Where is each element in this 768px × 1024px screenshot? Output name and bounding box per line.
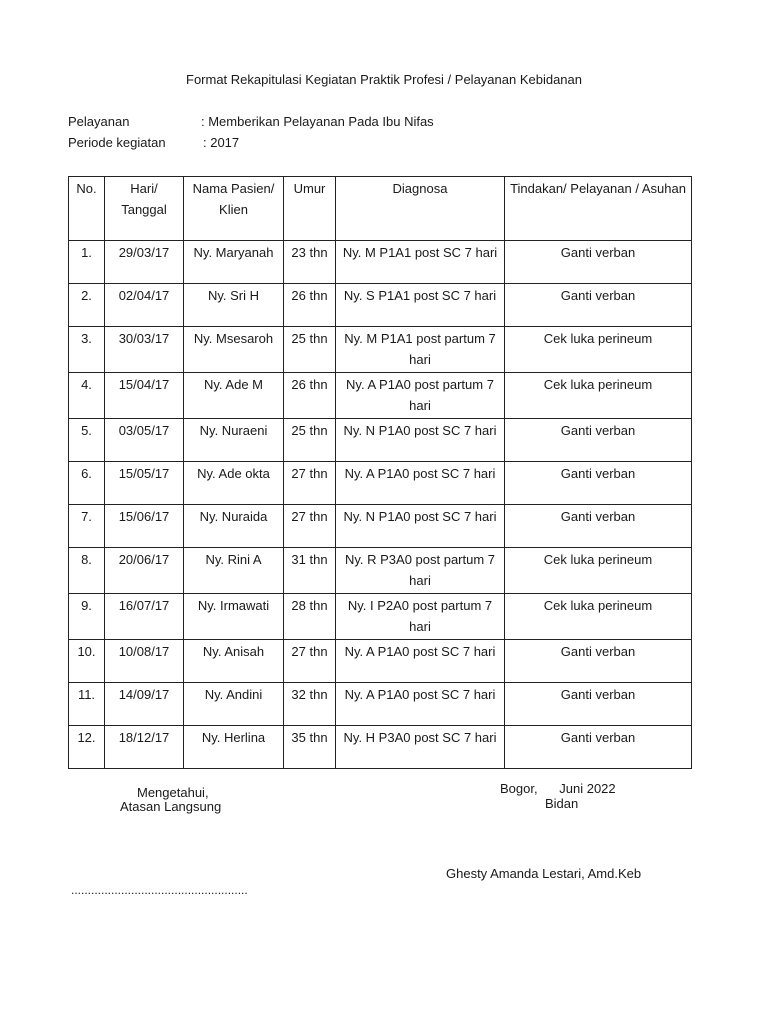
cell-diagnosa: Ny. A P1A0 post SC 7 hari	[336, 462, 505, 505]
cell-tanggal: 03/05/17	[105, 419, 184, 462]
role-label: Bidan	[545, 796, 579, 811]
cell-tindakan: Ganti verban	[505, 505, 692, 548]
cell-nama: Ny. Herlina	[184, 726, 284, 769]
table-row	[69, 640, 692, 683]
cell-nama: Ny. Rini A	[184, 548, 284, 594]
cell-umur: 32 thn	[284, 683, 336, 726]
header-tindakan: Tindakan/ Pelayanan / Asuhan	[505, 177, 692, 241]
cell-nama: Ny. Sri H	[184, 284, 284, 327]
cell-diagnosa: Ny. A P1A0 post partum 7 hari	[336, 373, 505, 419]
cell-umur: 25 thn	[284, 327, 336, 373]
cell-nama: Ny. Msesaroh	[184, 327, 284, 373]
cell-nama: Ny. Anisah	[184, 640, 284, 683]
cell-no: 9.	[69, 594, 105, 640]
cell-umur: 26 thn	[284, 373, 336, 419]
table-header-row	[69, 177, 692, 241]
cell-tanggal: 20/06/17	[105, 548, 184, 594]
cell-umur: 31 thn	[284, 548, 336, 594]
cell-tindakan: Ganti verban	[505, 419, 692, 462]
header-diagnosa: Diagnosa	[336, 177, 505, 241]
table-row	[69, 373, 692, 419]
cell-no: 8.	[69, 548, 105, 594]
cell-tanggal: 15/04/17	[105, 373, 184, 419]
cell-no: 4.	[69, 373, 105, 419]
atasan-label: Atasan Langsung	[120, 799, 222, 814]
cell-tanggal: 15/05/17	[105, 462, 184, 505]
cell-tanggal: 10/08/17	[105, 640, 184, 683]
cell-tanggal: 14/09/17	[105, 683, 184, 726]
cell-tindakan: Ganti verban	[505, 683, 692, 726]
cell-diagnosa: Ny. H P3A0 post SC 7 hari	[336, 726, 505, 769]
table-row	[69, 594, 692, 640]
cell-umur: 25 thn	[284, 419, 336, 462]
header-nama: Nama Pasien/ Klien	[184, 177, 284, 241]
table-row	[69, 462, 692, 505]
cell-tindakan: Ganti verban	[505, 241, 692, 284]
cell-tindakan: Cek luka perineum	[505, 594, 692, 640]
cell-tanggal: 16/07/17	[105, 594, 184, 640]
cell-nama: Ny. Andini	[184, 683, 284, 726]
header-umur: Umur	[284, 177, 336, 241]
cell-no: 1.	[69, 241, 105, 284]
cell-tindakan: Ganti verban	[505, 284, 692, 327]
table-row	[69, 284, 692, 327]
periode-value: : 2017	[203, 135, 240, 150]
cell-umur: 28 thn	[284, 594, 336, 640]
pelayanan-value: : Memberikan Pelayanan Pada Ibu Nifas	[201, 114, 434, 129]
cell-no: 6.	[69, 462, 105, 505]
cell-diagnosa: Ny. N P1A0 post SC 7 hari	[336, 505, 505, 548]
cell-umur: 23 thn	[284, 241, 336, 284]
cell-diagnosa: Ny. N P1A0 post SC 7 hari	[336, 419, 505, 462]
table-row	[69, 419, 692, 462]
header-tanggal: Hari/ Tanggal	[105, 177, 184, 241]
table-row	[69, 327, 692, 373]
table-row	[69, 683, 692, 726]
cell-tindakan: Ganti verban	[505, 726, 692, 769]
cell-diagnosa: Ny. I P2A0 post partum 7 hari	[336, 594, 505, 640]
place-date: Bogor, Juni 2022	[500, 781, 616, 796]
cell-tindakan: Cek luka perineum	[505, 327, 692, 373]
cell-no: 3.	[69, 327, 105, 373]
cell-nama: Ny. Ade M	[184, 373, 284, 419]
cell-tanggal: 15/06/17	[105, 505, 184, 548]
signer-name: Ghesty Amanda Lestari, Amd.Keb	[446, 866, 642, 881]
cell-diagnosa: Ny. S P1A1 post SC 7 hari	[336, 284, 505, 327]
cell-nama: Ny. Nuraeni	[184, 419, 284, 462]
cell-tindakan: Cek luka perineum	[505, 373, 692, 419]
cell-no: 5.	[69, 419, 105, 462]
cell-tanggal: 18/12/17	[105, 726, 184, 769]
rekap-table	[68, 176, 692, 769]
cell-diagnosa: Ny. M P1A1 post SC 7 hari	[336, 241, 505, 284]
cell-umur: 27 thn	[284, 462, 336, 505]
cell-no: 2.	[69, 284, 105, 327]
cell-tanggal: 02/04/17	[105, 284, 184, 327]
header-no: No.	[69, 177, 105, 241]
cell-nama: Ny. Ade okta	[184, 462, 284, 505]
cell-diagnosa: Ny. M P1A1 post partum 7 hari	[336, 327, 505, 373]
cell-tindakan: Cek luka perineum	[505, 548, 692, 594]
cell-tanggal: 30/03/17	[105, 327, 184, 373]
cell-nama: Ny. Irmawati	[184, 594, 284, 640]
periode-label: Periode kegiatan	[68, 135, 166, 150]
cell-diagnosa: Ny. R P3A0 post partum 7 hari	[336, 548, 505, 594]
cell-diagnosa: Ny. A P1A0 post SC 7 hari	[336, 640, 505, 683]
table-row	[69, 548, 692, 594]
table-row	[69, 505, 692, 548]
document-title: Format Rekapitulasi Kegiatan Praktik Profesi / Pelayanan Kebidanan	[186, 72, 582, 87]
table-row	[69, 241, 692, 284]
cell-umur: 26 thn	[284, 284, 336, 327]
cell-no: 7.	[69, 505, 105, 548]
signature-line: .....................................................	[71, 883, 248, 897]
cell-tindakan: Ganti verban	[505, 462, 692, 505]
cell-nama: Ny. Maryanah	[184, 241, 284, 284]
cell-umur: 27 thn	[284, 505, 336, 548]
cell-tanggal: 29/03/17	[105, 241, 184, 284]
table-row	[69, 726, 692, 769]
cell-umur: 35 thn	[284, 726, 336, 769]
cell-no: 11.	[69, 683, 105, 726]
cell-tindakan: Ganti verban	[505, 640, 692, 683]
cell-no: 10.	[69, 640, 105, 683]
cell-no: 12.	[69, 726, 105, 769]
cell-diagnosa: Ny. A P1A0 post SC 7 hari	[336, 683, 505, 726]
pelayanan-label: Pelayanan	[68, 114, 130, 129]
mengetahui-label: Mengetahui,	[137, 785, 209, 800]
cell-nama: Ny. Nuraida	[184, 505, 284, 548]
cell-umur: 27 thn	[284, 640, 336, 683]
table-body	[69, 241, 692, 769]
